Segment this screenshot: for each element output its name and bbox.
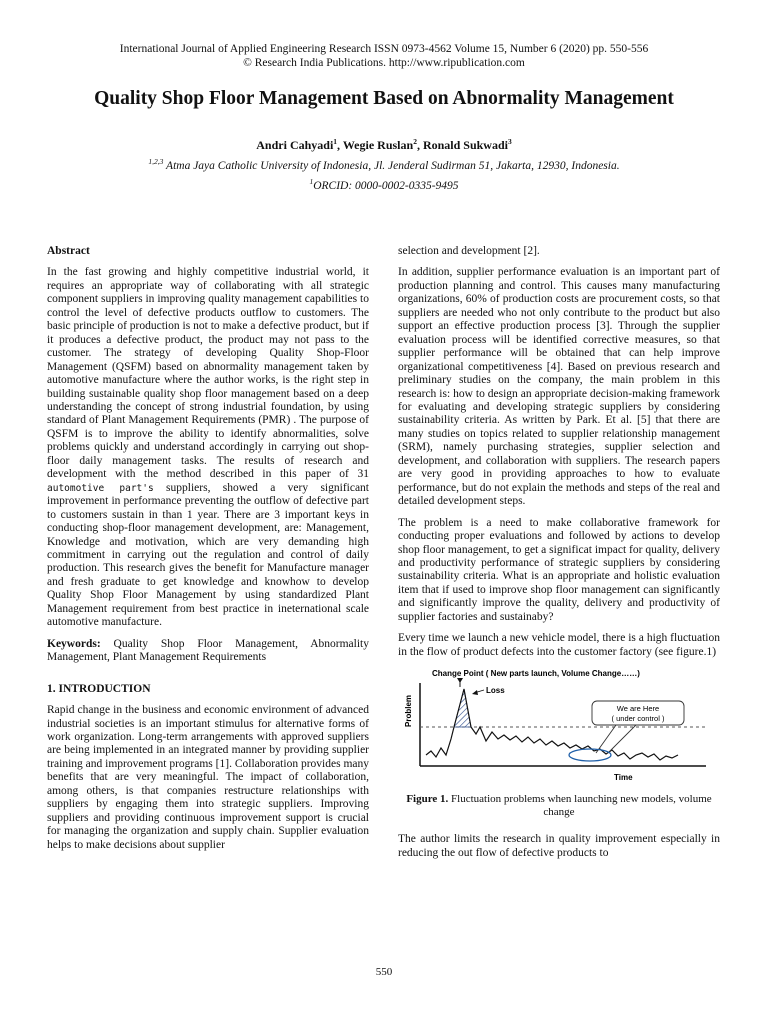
author-list [0, 138, 768, 153]
author-affiliation-mark: 3 [507, 137, 512, 146]
status-pointer [596, 725, 616, 753]
author-name: Ronald Sukwadi [422, 138, 508, 152]
author-separator: , [337, 138, 343, 152]
status-pointer [608, 725, 636, 753]
right-paragraph-3: The problem is a need to make collaborative framework for conducting proper evaluations and followed by actions to develop shop floor management, to get a significat impact for quality, delivery and productivity performance of strategic suppliers by considering sustainability criteria. What is an appropriate and holistic evaluation item that if used to improve shop floor management can significantly and significantly improve the quality, delivery and productivity of supplier factories and sustainaby? [398, 516, 720, 623]
abstract-text-a: In the fast growing and highly competitive industrial world, it requires an appropriate way of collaborating with all strategic component suppliers in improving quality management capabilities to control the level of defective products outflow to customers. The basic principle of production is not to make a defective product, but if it produces a defective product, the product may not pass to the customer. The strategy of developing Quality Shop-Floor Management (QSFM) based on abnormality management taken by automotive manufacture where the author works, is the right step in building sustainable quality shop floor management based on a deep understanding the concept of strong industrial foundation, by using standard of Plant Management Requirements (PMR) . The purpose of QSFM is to improve the ability to identify abnormalities, solve problems quickly and understand accordingly in carrying out shop-floor daily management tasks. The results of research and development with the method described in this paper of 31 [47, 266, 369, 481]
affiliation [0, 157, 768, 172]
paper-title: Quality Shop Floor Management Based on Abnormality Management [94, 88, 674, 109]
author-name: Wegie Ruslan [342, 138, 414, 152]
orcid [0, 177, 768, 192]
abstract-heading: Abstract [47, 245, 90, 257]
time-axis-label: Time [614, 773, 633, 783]
abstract-body [47, 266, 369, 629]
keywords-label: Keywords: [47, 637, 101, 650]
loss-label: Loss [486, 686, 505, 696]
journal-header-line-1: International Journal of Applied Engineering Research ISSN 0973-4562 Volume 15, Number 6 (2020) pp. 550-556 [119, 43, 649, 55]
left-column [47, 245, 369, 860]
figure-caption-text: Fluctuation problems when launching new models, volume change [448, 793, 712, 819]
problem-axis-label: Problem [404, 695, 413, 728]
change-point-label: Change Point ( New parts launch, Volume Change……) [432, 669, 640, 679]
affiliation-text: Atma Jaya Catholic University of Indonesia, Jl. Jenderal Sudirman 51, Jakarta, 12930, Indonesia. [163, 160, 620, 172]
status-box-line-2: ( under control ) [611, 714, 665, 724]
right-paragraph-5: The author limits the research in quality improvement especially in reducing the out flow of defective products to [398, 833, 720, 859]
keywords-text: Quality Shop Floor Management, Abnormality Management, Plant Management Requirements [47, 637, 369, 664]
author-name: Andri Cahyadi [256, 138, 334, 152]
fluctuation-diagram [398, 669, 720, 791]
right-paragraph-4: Every time we launch a new vehicle model, there is a high fluctuation in the flow of product defects into the customer factory (see figure.1) [398, 632, 720, 658]
author-affiliation-mark: 2 [413, 137, 417, 146]
status-box-line-1: We are Here [616, 704, 660, 714]
change-point-arrowhead [457, 678, 463, 683]
right-column [398, 245, 720, 868]
figure-caption-label: Figure 1. [406, 793, 449, 806]
under-control-highlight [569, 749, 611, 761]
right-paragraph-2: In addition, supplier performance evaluation is an important part of production planning and control. This causes many manufacturing organizations, 60% of production costs are procurement costs, so that suppliers are needed who not only contribute to the product but also support an effective production process [3]. Through the supplier evaluation process will be identified corrective measures, so that supplier performance will be obtained that can help improve organizational competitiveness [4]. Based on previous research and preliminary studies on the company, the main problem in this research is: how to design an appropriate decision-making framework for evaluating and developing strategic suppliers by considering sustainability criteria. As written by Park. Et al. [5] that there are many studies on topics related to supplier relationship management (SRM), namely purchasing strategies, supplier selection and development, and collaboration with suppliers. The research papers are very good in providing approaches to how to evaluate performance, but do not explain the methods and steps of the real and detailed development steps. [398, 266, 720, 508]
introduction-body: Rapid change in the business and economic environment of advanced industrial societies is an important stimulus for alternative forms of work organization. Long-term arrangements with approved suppliers are being implemented in an integrated manner by providing supplier training and improvement programs [1]. Collaboration provides many benefits that are very meaningful. The impact of collaboration, among others, is that companies restructure relationships with suppliers by engaging them into strategic suppliers. Improving suppliers and providing continuous improvement support is crucial for managing the organization and supply chain. Supplier evaluation helps to make decisions about supplier [47, 704, 369, 851]
keywords [47, 638, 369, 665]
journal-header [0, 42, 768, 70]
loss-pointer-head [472, 690, 478, 695]
abstract-mono-text: automotive part's [47, 482, 154, 494]
abstract-text-b: suppliers, showed a very significant improvement in performance preventing the outflow of defective part to customers sustain in than 1 year. There are 3 important keys in conducting shop-floor management development, are: Management, Knowledge and motivation, which are very demanding high commitment in carrying out the regulation and control of daily production. This research gives the benefit for Manufacture manager and fresh graduate to get knowledge and knowhow to develop Quality Shop Floor Management by using standardized Plant Management requirement from best practice in ineternational scale automotive manufacture. [47, 481, 369, 629]
affiliation-mark: 1,2,3 [148, 157, 164, 167]
journal-header-line-2: © Research India Publications. http://www.ripublication.com [243, 57, 525, 69]
orcid-text: ORCID: 0000-0002-0335-9495 [313, 180, 459, 192]
author-separator: , [416, 138, 423, 152]
figure-1-caption [398, 793, 720, 819]
introduction-heading: 1. INTRODUCTION [47, 682, 151, 695]
figure-1 [398, 669, 720, 791]
author-affiliation-mark: 1 [333, 137, 338, 146]
page-number: 550 [375, 966, 393, 978]
orcid-mark: 1 [309, 177, 314, 187]
right-paragraph-1: selection and development [2]. [398, 245, 540, 257]
